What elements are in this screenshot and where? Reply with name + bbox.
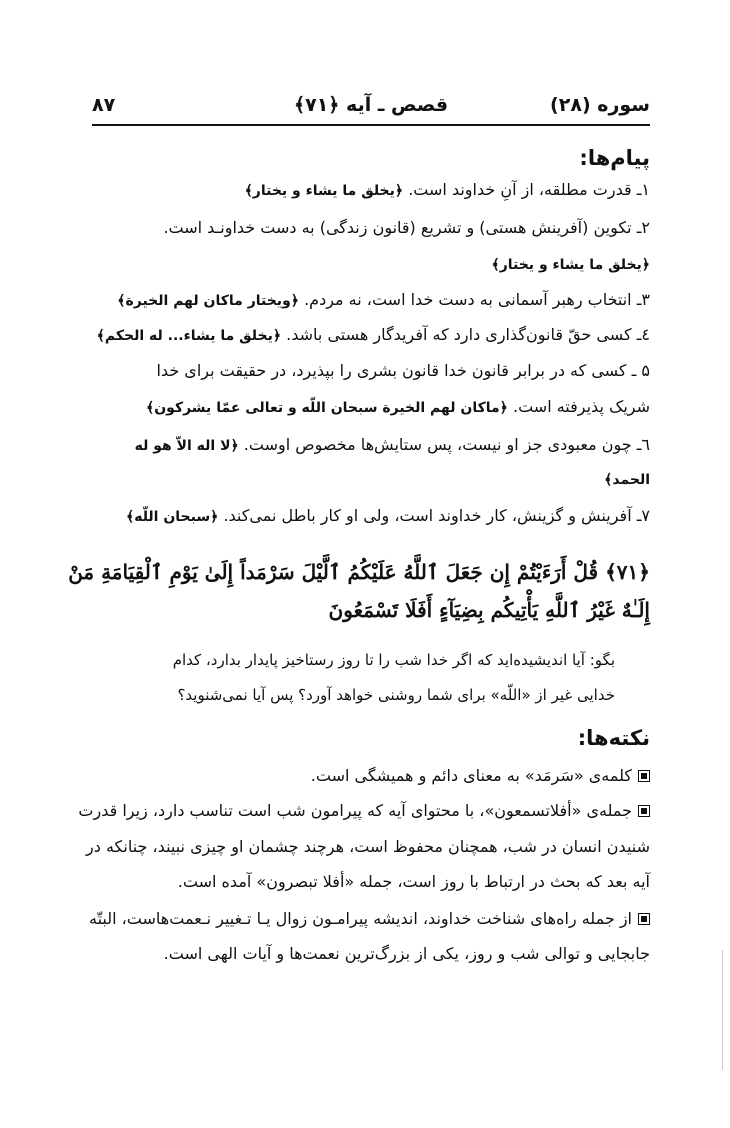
- message-text: ۵ ـ کسی که در برابر قانون خدا قانون بشری را بپذیرد، در حقیقت برای خدا: [156, 361, 650, 380]
- message-line: [92, 466, 650, 493]
- notes-title: نکته‌ها:: [577, 726, 650, 750]
- message-reference: الحمد﴾: [604, 472, 650, 488]
- note-line: [86, 834, 650, 860]
- header-divider: [92, 124, 650, 126]
- note-text: از جمله راه‌های شناخت خداوند، اندیشه پیرامـون زوال یـا تـغییر نـعمت‌هاست، البتّه: [89, 909, 632, 928]
- scan-edge-line: [722, 950, 723, 1070]
- message-reference: ﴿لا اله الاّ هو له: [134, 438, 239, 454]
- message-text: ۷ـ آفرینش و گزینش، کار خداوند است، ولی او کار باطل نمی‌کند.: [223, 506, 650, 525]
- message-reference: ﴿سبحان اللّه﴾: [126, 509, 219, 525]
- note-text: جابجایی و توالی شب و روز، یکی از بزرگ‌ترین نعمت‌ها و آیات الهی است.: [163, 944, 650, 963]
- message-text: ٦ـ چون معبودی جز او نیست، پس ستایش‌ها مخصوص اوست.: [243, 435, 650, 454]
- note-line: [92, 763, 650, 789]
- message-text: ۲ـ تکوین (آفرینش هستی) و تشریع (قانون زندگی) به دست خداونـد است.: [163, 218, 650, 237]
- note-line: [92, 869, 650, 895]
- translation-line: خدایی غیر از «اللّه» برای شما روشنی خواهد آورد؟ پس آیا نمی‌شنوید؟: [177, 686, 615, 704]
- message-text: ٤ـ کسی حقّ قانون‌گذاری دارد که آفریدگار هستی باشد.: [286, 325, 650, 344]
- message-reference: ﴿ویختار ماکان لهم الخیرة﴾: [117, 293, 299, 309]
- message-reference: ﴿یخلق ما یشاء و یختار﴾: [244, 183, 404, 199]
- verse-line: إِلَـٰهٌ غَيْرُ ٱللَّهِ يَأْتِيكُم بِضِيَآءٍ أَفَلَا تَسْمَعُونَ: [328, 598, 650, 622]
- message-line: [92, 394, 650, 421]
- note-text: کلمه‌ی «سَرمَد» به معنای دائم و همیشگی است.: [310, 766, 632, 785]
- header-surah: سوره (۲۸): [550, 94, 650, 116]
- message-text: ۳ـ انتخاب رهبر آسمانی به دست خدا است، نه مردم.: [304, 290, 650, 309]
- message-reference: ﴿ماکان لهم الخیرة سبحان اللّه و تعالی عمّا یشرکون﴾: [146, 400, 508, 416]
- note-line: [89, 906, 650, 932]
- header-title: قصص ـ آیه ﴿۷۱﴾: [293, 94, 449, 116]
- messages-title: پیام‌ها:: [579, 146, 650, 170]
- verse-line: ﴿۷۱﴾ قُلْ أَرَءَيْتُمْ إِن جَعَلَ ٱللَّهُ عَلَيْكُمُ ٱلَّيْلَ سَرْمَداً إِلَىٰ يَوْمِ ٱلْقِيَامَةِ مَنْ: [68, 560, 650, 584]
- square-bullet-icon: [638, 913, 650, 925]
- message-line: [92, 287, 650, 314]
- message-line: [92, 432, 650, 459]
- message-line: [92, 358, 650, 384]
- note-line: [92, 941, 650, 967]
- message-reference: ﴿یخلق ما یشاء و یختار﴾: [491, 257, 650, 273]
- square-bullet-icon: [638, 805, 650, 817]
- message-line: [92, 215, 650, 241]
- square-bullet-icon: [638, 770, 650, 782]
- translation-line: بگو: آیا اندیشیده‌اید که اگر خدا شب را تا روز رستاخیز پایدار بدارد، کدام: [172, 651, 615, 669]
- message-line: [92, 251, 650, 278]
- note-text: شنیدن انسان در شب، همچنان محفوظ است، هرچند چشمان او چیزی نبیند، چنانکه در: [86, 837, 650, 856]
- message-text: شریک پذیرفته است.: [512, 397, 650, 416]
- message-line: [92, 503, 650, 530]
- message-line: [92, 177, 650, 204]
- message-text: ۱ـ قدرت مطلقه، از آنِ خداوند است.: [408, 180, 650, 199]
- message-line: [92, 322, 650, 349]
- message-reference: ﴿یخلق ما یشاء... له الحکم﴾: [96, 328, 282, 344]
- page-header: [92, 94, 650, 122]
- note-line: [78, 798, 650, 824]
- page-number: ۸۷: [92, 94, 116, 116]
- note-text: جمله‌ی «أفلاتسمعون»، با محتوای آیه که پیرامون شب است تناسب دارد، زیرا قدرت: [78, 801, 632, 820]
- note-text: آیه بعد که بحث در ارتباط با روز است، جمله «أفلا تبصرون» آمده است.: [177, 872, 650, 891]
